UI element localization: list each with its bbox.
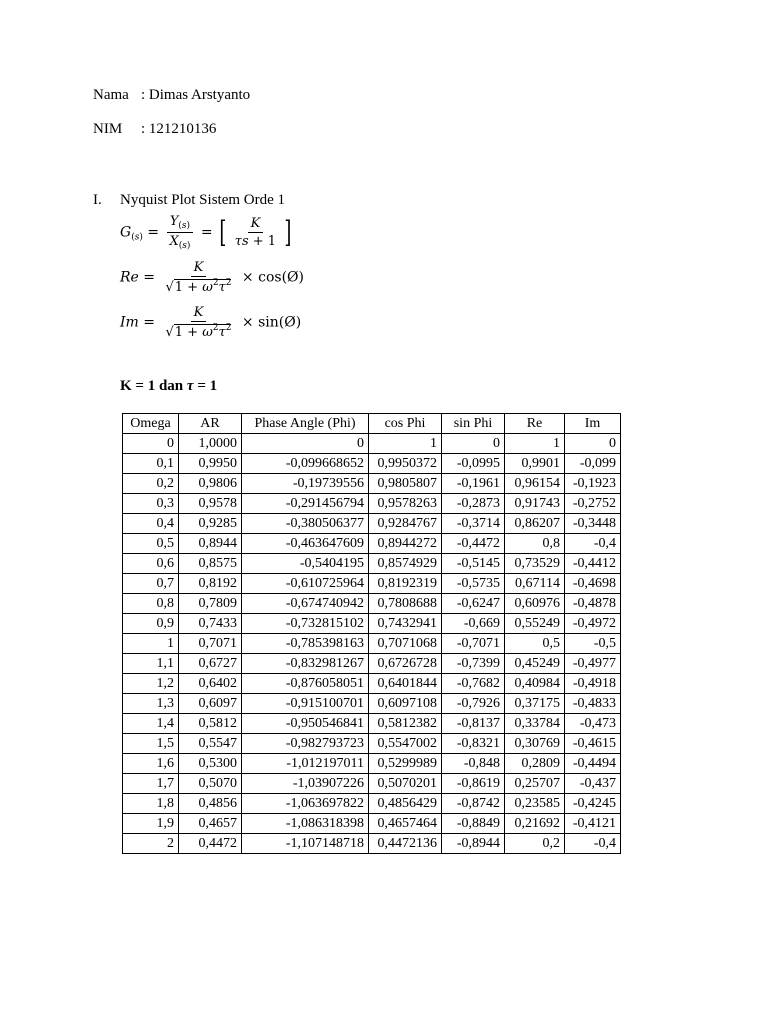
- table-cell: 0,67114: [505, 574, 565, 594]
- table-cell: -0,8137: [442, 714, 505, 734]
- imaginary-part-equation: Im = $\frac{K}{√1 + \omega^2\tau^2}$ × sin(Ø): [120, 305, 302, 340]
- table-cell: -0,4977: [565, 654, 621, 674]
- table-cell: -0,7071: [442, 634, 505, 654]
- section-heading: [93, 192, 285, 209]
- name-value: : Dimas Arstyanto: [141, 87, 251, 103]
- table-cell: 1: [123, 634, 179, 654]
- table-cell: 0,4657464: [369, 814, 442, 834]
- table-cell: -0,5: [565, 634, 621, 654]
- table-cell: 0,2809: [505, 754, 565, 774]
- nim-line: [93, 121, 216, 138]
- table-cell: 0,8575: [179, 554, 242, 574]
- table-cell: 2: [123, 834, 179, 854]
- table-cell: -0,6247: [442, 594, 505, 614]
- table-cell: -0,2873: [442, 494, 505, 514]
- table-cell: -1,012197011: [242, 754, 369, 774]
- table-row: [123, 774, 621, 794]
- table-cell: -0,7682: [442, 674, 505, 694]
- table-row: [123, 434, 621, 454]
- table-cell: -0,4: [565, 834, 621, 854]
- table-cell: 0,73529: [505, 554, 565, 574]
- table-cell: 1,0000: [179, 434, 242, 454]
- table-cell: 1,6: [123, 754, 179, 774]
- table-cell: 0,4856429: [369, 794, 442, 814]
- table-cell: 0,21692: [505, 814, 565, 834]
- table-body: [123, 434, 621, 854]
- table-cell: -0,099668652: [242, 454, 369, 474]
- table-cell: -0,674740942: [242, 594, 369, 614]
- table-cell: 0,3: [123, 494, 179, 514]
- table-cell: 0,4472136: [369, 834, 442, 854]
- table-cell: 0,4657: [179, 814, 242, 834]
- table-row: [123, 674, 621, 694]
- column-header: cos Phi: [369, 414, 442, 434]
- table-row: [123, 454, 621, 474]
- table-cell: 0,6401844: [369, 674, 442, 694]
- table-cell: -0,4121: [565, 814, 621, 834]
- table-cell: -0,4412: [565, 554, 621, 574]
- table-cell: 0,6097: [179, 694, 242, 714]
- table-cell: -0,7399: [442, 654, 505, 674]
- table-row: [123, 754, 621, 774]
- table-cell: -0,669: [442, 614, 505, 634]
- table-cell: -0,8944: [442, 834, 505, 854]
- table-cell: 0: [442, 434, 505, 454]
- table-cell: 0,6402: [179, 674, 242, 694]
- table-cell: -1,086318398: [242, 814, 369, 834]
- table-cell: 1,8: [123, 794, 179, 814]
- table-cell: 0,9950372: [369, 454, 442, 474]
- column-header: Phase Angle (Phi): [242, 414, 369, 434]
- table-cell: -1,063697822: [242, 794, 369, 814]
- table-cell: 0,6727: [179, 654, 242, 674]
- table-cell: -0,1961: [442, 474, 505, 494]
- table-row: [123, 494, 621, 514]
- table-cell: -0,4698: [565, 574, 621, 594]
- column-header: Re: [505, 414, 565, 434]
- table-cell: 1,1: [123, 654, 179, 674]
- table-cell: -0,915100701: [242, 694, 369, 714]
- section-number: I.: [93, 192, 102, 208]
- table-cell: 1,7: [123, 774, 179, 794]
- table-cell: 1,4: [123, 714, 179, 734]
- nim-label: NIM: [93, 121, 123, 137]
- table-cell: -0,4878: [565, 594, 621, 614]
- table-row: [123, 794, 621, 814]
- table-cell: -0,5145: [442, 554, 505, 574]
- table-cell: -0,950546841: [242, 714, 369, 734]
- table-cell: -0,876058051: [242, 674, 369, 694]
- table-cell: 0,7071: [179, 634, 242, 654]
- table-cell: -0,2752: [565, 494, 621, 514]
- table-cell: 0,9901: [505, 454, 565, 474]
- table-cell: -0,099: [565, 454, 621, 474]
- section-title: Nyquist Plot Sistem Orde 1: [120, 192, 286, 208]
- table-cell: -0,3714: [442, 514, 505, 534]
- table-cell: -0,4494: [565, 754, 621, 774]
- table-cell: 0,8: [123, 594, 179, 614]
- column-header: AR: [179, 414, 242, 434]
- table-cell: -0,732815102: [242, 614, 369, 634]
- table-row: [123, 514, 621, 534]
- table-cell: -0,982793723: [242, 734, 369, 754]
- table-cell: 0,37175: [505, 694, 565, 714]
- table-row: [123, 534, 621, 554]
- table-cell: 0,1: [123, 454, 179, 474]
- table-cell: 0,7808688: [369, 594, 442, 614]
- table-cell: -0,380506377: [242, 514, 369, 534]
- table-cell: 0,2: [123, 474, 179, 494]
- table-cell: 0,8192319: [369, 574, 442, 594]
- table-cell: -0,4: [565, 534, 621, 554]
- table-cell: 0,9284767: [369, 514, 442, 534]
- table-row: [123, 834, 621, 854]
- table-cell: 1,5: [123, 734, 179, 754]
- table-cell: 0,5299989: [369, 754, 442, 774]
- table-cell: 0,9285: [179, 514, 242, 534]
- table-cell: -0,8742: [442, 794, 505, 814]
- table-cell: 0,91743: [505, 494, 565, 514]
- table-cell: -0,610725964: [242, 574, 369, 594]
- table-cell: 0,9578263: [369, 494, 442, 514]
- column-header: sin Phi: [442, 414, 505, 434]
- table-row: [123, 634, 621, 654]
- table-cell: -0,19739556: [242, 474, 369, 494]
- table-cell: 0,5: [123, 534, 179, 554]
- table-row: [123, 694, 621, 714]
- table-cell: 0,8944272: [369, 534, 442, 554]
- parameter-text: K = 1 dan: [120, 378, 187, 394]
- table-cell: -0,848: [442, 754, 505, 774]
- table-row: [123, 734, 621, 754]
- table-cell: 0,33784: [505, 714, 565, 734]
- parameter-line: K = 1 dan τ = 1: [120, 378, 218, 394]
- table-cell: 0,8192: [179, 574, 242, 594]
- table-cell: 1,3: [123, 694, 179, 714]
- table-cell: 0,7071068: [369, 634, 442, 654]
- table-cell: 0,96154: [505, 474, 565, 494]
- table-cell: -0,4615: [565, 734, 621, 754]
- name-label: Nama: [93, 87, 129, 103]
- table-cell: 0,7432941: [369, 614, 442, 634]
- table-cell: 0,9950: [179, 454, 242, 474]
- table-cell: 1: [369, 434, 442, 454]
- table-cell: 0,8944: [179, 534, 242, 554]
- transfer-function-equation: $G_{(s)}$ = $\frac{Y_{(s)}}{X_{(s)}}$ = [ $\frac{K}{\tau s + 1}$ ]: [120, 214, 292, 251]
- table-cell: -0,4972: [565, 614, 621, 634]
- table-cell: -0,437: [565, 774, 621, 794]
- table-cell: 0,6: [123, 554, 179, 574]
- table-cell: -0,7926: [442, 694, 505, 714]
- table-cell: 0,8574929: [369, 554, 442, 574]
- nim-value: : 121210136: [141, 121, 217, 137]
- table-cell: -0,291456794: [242, 494, 369, 514]
- table-row: [123, 654, 621, 674]
- table-cell: 0: [123, 434, 179, 454]
- table-cell: -0,8321: [442, 734, 505, 754]
- table-cell: 0,7809: [179, 594, 242, 614]
- column-header: Omega: [123, 414, 179, 434]
- column-header: Im: [565, 414, 621, 434]
- table-row: [123, 614, 621, 634]
- table-cell: -0,4245: [565, 794, 621, 814]
- table-cell: -1,107148718: [242, 834, 369, 854]
- table-cell: 0,5812: [179, 714, 242, 734]
- table-cell: -0,3448: [565, 514, 621, 534]
- table-cell: -0,5735: [442, 574, 505, 594]
- table-row: [123, 714, 621, 734]
- table-row: [123, 814, 621, 834]
- table-cell: 1,9: [123, 814, 179, 834]
- table-cell: -0,8849: [442, 814, 505, 834]
- table-cell: 0,55249: [505, 614, 565, 634]
- table-cell: 0: [242, 434, 369, 454]
- table-cell: 0,4: [123, 514, 179, 534]
- table-cell: 0,45249: [505, 654, 565, 674]
- table-cell: 0,5812382: [369, 714, 442, 734]
- table-cell: 0,5300: [179, 754, 242, 774]
- name-line: [93, 87, 250, 104]
- table-cell: 0,7433: [179, 614, 242, 634]
- table-row: [123, 554, 621, 574]
- nyquist-data-table: [122, 413, 621, 854]
- real-part-equation: Re = $\frac{K}{√1 + \omega^2\tau^2}$ × cos(Ø): [120, 260, 304, 295]
- table-cell: 0,40984: [505, 674, 565, 694]
- table-cell: 0,5547: [179, 734, 242, 754]
- table-cell: 0,5: [505, 634, 565, 654]
- table-cell: 0,25707: [505, 774, 565, 794]
- table-cell: 0,5070: [179, 774, 242, 794]
- table-cell: 0,4856: [179, 794, 242, 814]
- table-header-row: [123, 414, 621, 434]
- table-cell: 0,9578: [179, 494, 242, 514]
- table-cell: 0: [565, 434, 621, 454]
- table-cell: 0,23585: [505, 794, 565, 814]
- table-cell: -0,8619: [442, 774, 505, 794]
- table-cell: -0,4833: [565, 694, 621, 714]
- table-cell: -0,4918: [565, 674, 621, 694]
- table-cell: 0,5547002: [369, 734, 442, 754]
- table-cell: 0,60976: [505, 594, 565, 614]
- table-cell: -0,5404195: [242, 554, 369, 574]
- table-cell: 0,8: [505, 534, 565, 554]
- table-cell: 0,6097108: [369, 694, 442, 714]
- table-cell: 0,4472: [179, 834, 242, 854]
- table-cell: 0,2: [505, 834, 565, 854]
- table-cell: 0,9806: [179, 474, 242, 494]
- table-cell: 0,9805807: [369, 474, 442, 494]
- table-row: [123, 594, 621, 614]
- table-cell: -0,832981267: [242, 654, 369, 674]
- table-cell: 0,9: [123, 614, 179, 634]
- table-cell: -0,785398163: [242, 634, 369, 654]
- table-cell: -0,473: [565, 714, 621, 734]
- table-cell: -0,463647609: [242, 534, 369, 554]
- table-cell: 1: [505, 434, 565, 454]
- table-cell: 0,5070201: [369, 774, 442, 794]
- table-cell: 0,7: [123, 574, 179, 594]
- table-cell: -0,1923: [565, 474, 621, 494]
- table-row: [123, 574, 621, 594]
- table-cell: 0,86207: [505, 514, 565, 534]
- table-cell: -0,0995: [442, 454, 505, 474]
- table-cell: 0,30769: [505, 734, 565, 754]
- table-cell: -1,03907226: [242, 774, 369, 794]
- table-cell: 1,2: [123, 674, 179, 694]
- table-cell: -0,4472: [442, 534, 505, 554]
- table-cell: 0,6726728: [369, 654, 442, 674]
- table-row: [123, 474, 621, 494]
